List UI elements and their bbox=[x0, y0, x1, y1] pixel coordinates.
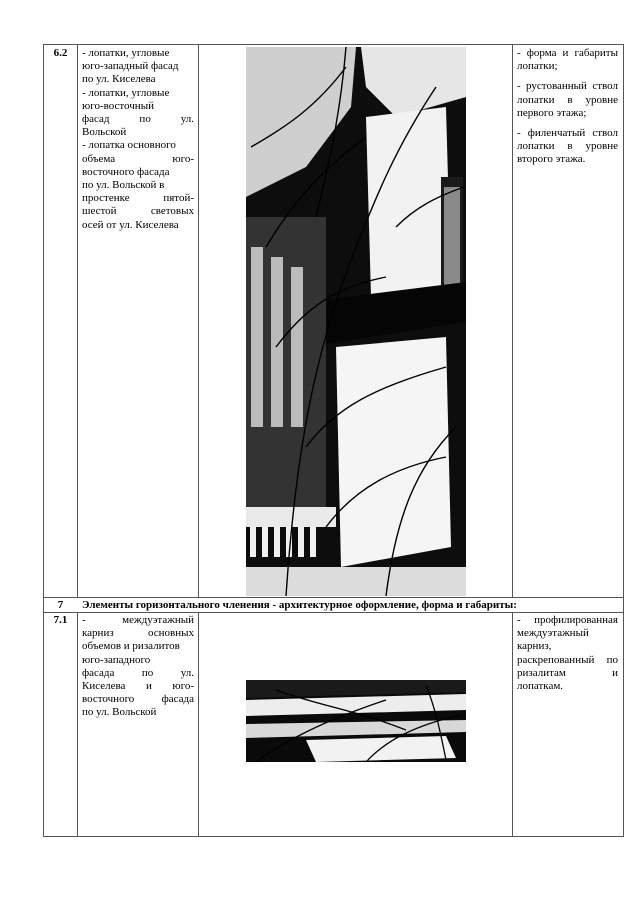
column-divider-1 bbox=[77, 44, 78, 597]
description-line: юго-западный фасад bbox=[82, 60, 179, 73]
column-divider-3 bbox=[512, 44, 513, 597]
description-line: восточного фасада bbox=[82, 165, 170, 178]
description-line: юго-западного bbox=[82, 653, 151, 666]
requirement-item: - рустованный ствол лопатки в уровне первого этажа; bbox=[517, 80, 618, 119]
column-divider-2b bbox=[198, 612, 199, 837]
table-border-top bbox=[43, 44, 624, 45]
description-line: объемов и ризалитов bbox=[82, 640, 180, 653]
requirement-item: - форма и габариты лопатки; bbox=[517, 47, 618, 73]
table-border-right bbox=[623, 44, 624, 837]
requirement-item: - профилированная междуэтажный карниз, раскрепованный по ризалитам и лопаткам. bbox=[517, 614, 618, 693]
row-number: 6.2 bbox=[53, 47, 68, 59]
description-line: шестой световых bbox=[82, 205, 194, 218]
facade-photo-pilaster-image bbox=[246, 47, 466, 596]
description-line: - лопатки, угловые bbox=[82, 86, 170, 99]
description-line: фасад по ул. bbox=[82, 113, 194, 126]
table-border-bottom bbox=[43, 836, 624, 837]
description-line: по ул. Вольской в bbox=[82, 179, 165, 192]
element-description bbox=[82, 47, 194, 232]
element-description bbox=[82, 614, 194, 720]
description-line: восточного фасада bbox=[82, 693, 194, 706]
description-line: - лопатки, угловые bbox=[82, 47, 170, 59]
description-line: юго-восточный bbox=[82, 99, 154, 112]
description-line: простенке пятой- bbox=[82, 192, 194, 205]
description-line: объема юго- bbox=[82, 152, 194, 165]
column-divider-3b bbox=[512, 612, 513, 837]
requirement-item: - филенчатый ствол лопатки в уровне второго этажа. bbox=[517, 127, 618, 166]
description-line: карниз основных bbox=[82, 627, 194, 640]
description-line: по ул. Киселева bbox=[82, 73, 156, 86]
section-title: Элементы горизонтального членения - архитектурное оформление, форма и габариты: bbox=[82, 599, 517, 611]
row-divider-1 bbox=[43, 597, 624, 598]
description-line: Киселева и юго- bbox=[82, 680, 194, 693]
description-line: - лопатка основного bbox=[82, 139, 176, 152]
facade-photo-pilaster bbox=[246, 47, 466, 596]
facade-photo-cornice-image bbox=[246, 680, 466, 762]
facade-photo-cornice bbox=[246, 680, 466, 762]
requirements-list bbox=[517, 614, 618, 700]
description-line: по ул. Вольской bbox=[82, 706, 157, 719]
description-line: - междуэтажный bbox=[82, 614, 194, 626]
row-number: 7.1 bbox=[53, 614, 68, 626]
section-number: 7 bbox=[57, 599, 64, 611]
description-line: осей от ул. Киселева bbox=[82, 218, 179, 231]
row-divider-2 bbox=[43, 612, 624, 613]
column-divider-1b bbox=[77, 612, 78, 837]
description-line: фасада по ул. bbox=[82, 666, 194, 679]
table-border-left bbox=[43, 44, 44, 837]
column-divider-2 bbox=[198, 44, 199, 597]
requirements-list bbox=[517, 47, 618, 174]
description-line: Вольской bbox=[82, 126, 127, 139]
